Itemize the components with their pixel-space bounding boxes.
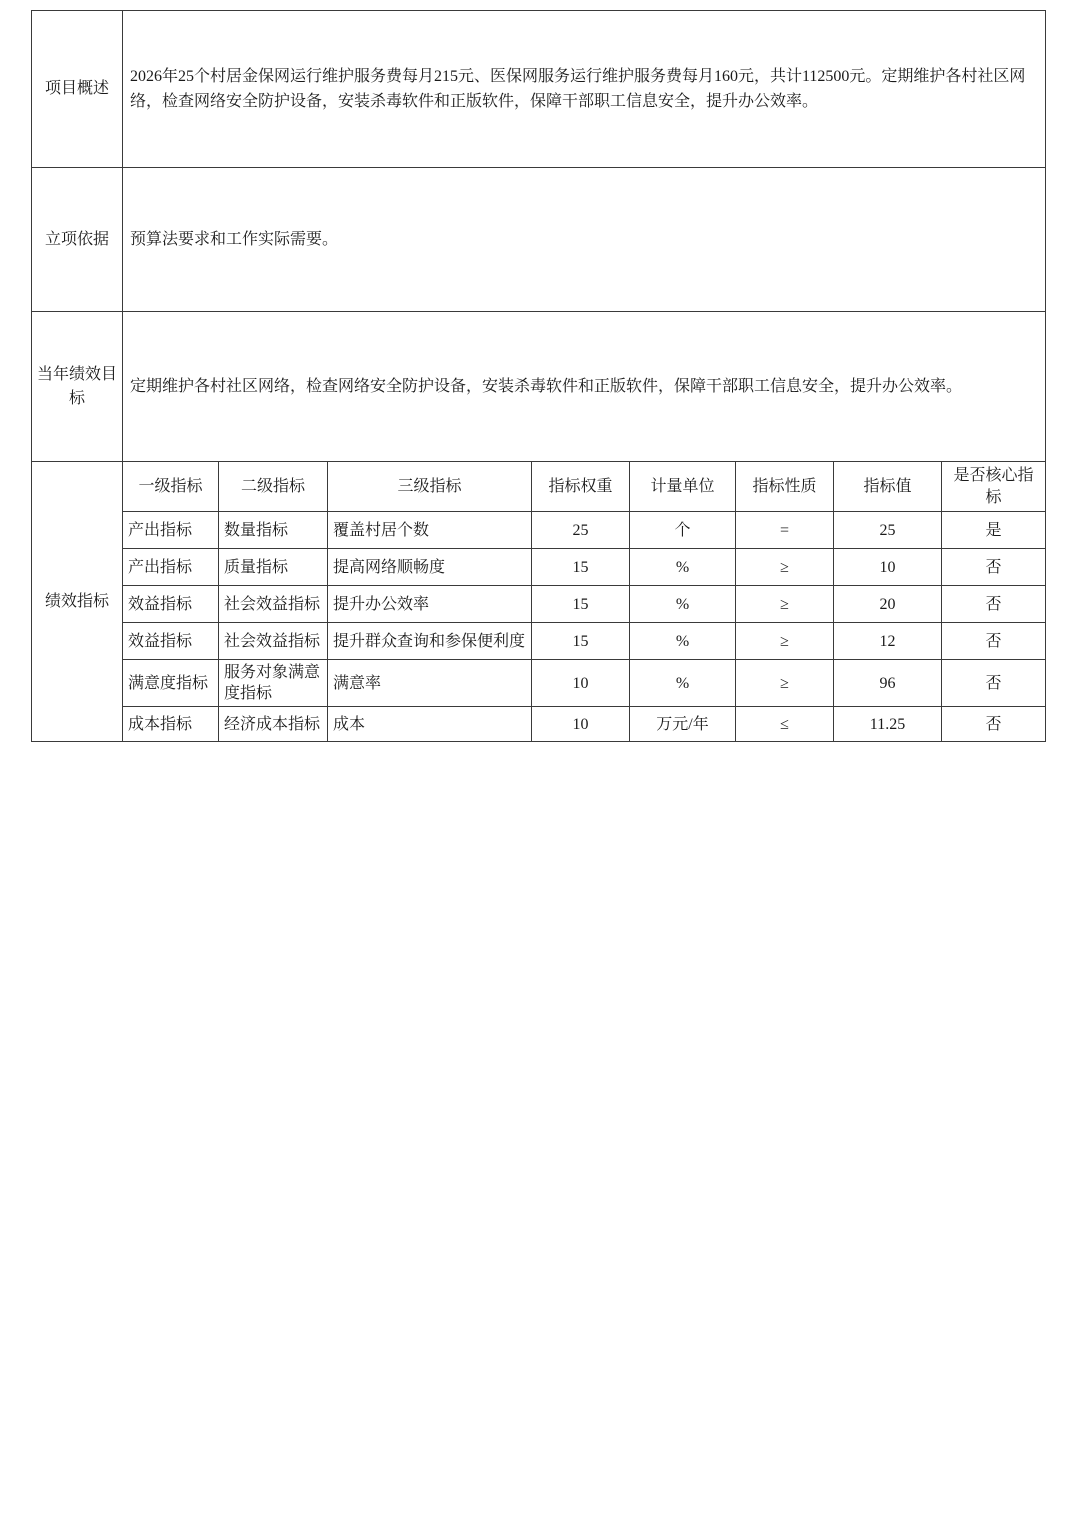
col-header-nature: 指标性质 — [736, 462, 834, 512]
cell-nature: ≥ — [736, 623, 834, 660]
cell-level1: 满意度指标 — [123, 660, 219, 707]
cell-level1: 产出指标 — [123, 549, 219, 586]
performance-report-table — [31, 10, 1046, 742]
cell-nature: ≥ — [736, 586, 834, 623]
cell-level2: 社会效益指标 — [219, 623, 328, 660]
cell-level1: 效益指标 — [123, 623, 219, 660]
indicator-row — [32, 660, 1046, 707]
col-header-value: 指标值 — [834, 462, 942, 512]
cell-nature: ≤ — [736, 707, 834, 742]
cell-level2: 数量指标 — [219, 512, 328, 549]
project-overview-text: 2026年25个村居金保网运行维护服务费每月215元、医保网服务运行维护服务费每月160元，共计112500元。定期维护各村社区网络，检查网络安全防护设备，安装杀毒软件和正版软件，保障干部职工信息安全，提升办公效率。 — [123, 11, 1046, 168]
cell-unit: % — [630, 623, 736, 660]
project-basis-row — [32, 168, 1046, 312]
indicator-row — [32, 549, 1046, 586]
cell-level3: 提高网络顺畅度 — [328, 549, 532, 586]
cell-value: 10 — [834, 549, 942, 586]
cell-level2: 服务对象满意度指标 — [219, 660, 328, 707]
col-header-unit: 计量单位 — [630, 462, 736, 512]
project-basis-label: 立项依据 — [32, 168, 123, 312]
project-overview-row — [32, 11, 1046, 168]
indicator-row — [32, 623, 1046, 660]
cell-level1: 效益指标 — [123, 586, 219, 623]
cell-value: 11.25 — [834, 707, 942, 742]
cell-weight: 10 — [532, 660, 630, 707]
col-header-weight: 指标权重 — [532, 462, 630, 512]
cell-level3: 成本 — [328, 707, 532, 742]
col-header-level3: 三级指标 — [328, 462, 532, 512]
cell-value: 12 — [834, 623, 942, 660]
indicator-row — [32, 512, 1046, 549]
col-header-is-core: 是否核心指标 — [942, 462, 1046, 512]
cell-level2: 经济成本指标 — [219, 707, 328, 742]
cell-is-core: 否 — [942, 707, 1046, 742]
cell-weight: 10 — [532, 707, 630, 742]
cell-level3: 满意率 — [328, 660, 532, 707]
annual-goal-label: 当年绩效目标 — [32, 312, 123, 462]
cell-level3: 覆盖村居个数 — [328, 512, 532, 549]
cell-level2: 质量指标 — [219, 549, 328, 586]
cell-unit: % — [630, 549, 736, 586]
indicator-row — [32, 707, 1046, 742]
project-basis-text: 预算法要求和工作实际需要。 — [123, 168, 1046, 312]
cell-weight: 25 — [532, 512, 630, 549]
project-overview-label: 项目概述 — [32, 11, 123, 168]
cell-unit: 万元/年 — [630, 707, 736, 742]
col-header-level2: 二级指标 — [219, 462, 328, 512]
col-header-level1: 一级指标 — [123, 462, 219, 512]
cell-weight: 15 — [532, 623, 630, 660]
cell-value: 20 — [834, 586, 942, 623]
cell-is-core: 否 — [942, 586, 1046, 623]
cell-nature: ≥ — [736, 549, 834, 586]
indicator-section-label: 绩效指标 — [32, 462, 123, 742]
cell-is-core: 否 — [942, 660, 1046, 707]
annual-goal-row — [32, 312, 1046, 462]
cell-weight: 15 — [532, 586, 630, 623]
cell-is-core: 否 — [942, 623, 1046, 660]
cell-level3: 提升办公效率 — [328, 586, 532, 623]
indicator-row — [32, 586, 1046, 623]
cell-nature: ≥ — [736, 660, 834, 707]
annual-goal-text: 定期维护各村社区网络，检查网络安全防护设备，安装杀毒软件和正版软件，保障干部职工信息安全，提升办公效率。 — [123, 312, 1046, 462]
cell-unit: 个 — [630, 512, 736, 549]
cell-nature: = — [736, 512, 834, 549]
cell-level1: 成本指标 — [123, 707, 219, 742]
cell-weight: 15 — [532, 549, 630, 586]
cell-value: 25 — [834, 512, 942, 549]
cell-level2: 社会效益指标 — [219, 586, 328, 623]
cell-level3: 提升群众查询和参保便利度 — [328, 623, 532, 660]
cell-value: 96 — [834, 660, 942, 707]
cell-is-core: 是 — [942, 512, 1046, 549]
cell-unit: % — [630, 586, 736, 623]
cell-unit: % — [630, 660, 736, 707]
indicator-header-row — [32, 462, 1046, 512]
cell-level1: 产出指标 — [123, 512, 219, 549]
cell-is-core: 否 — [942, 549, 1046, 586]
